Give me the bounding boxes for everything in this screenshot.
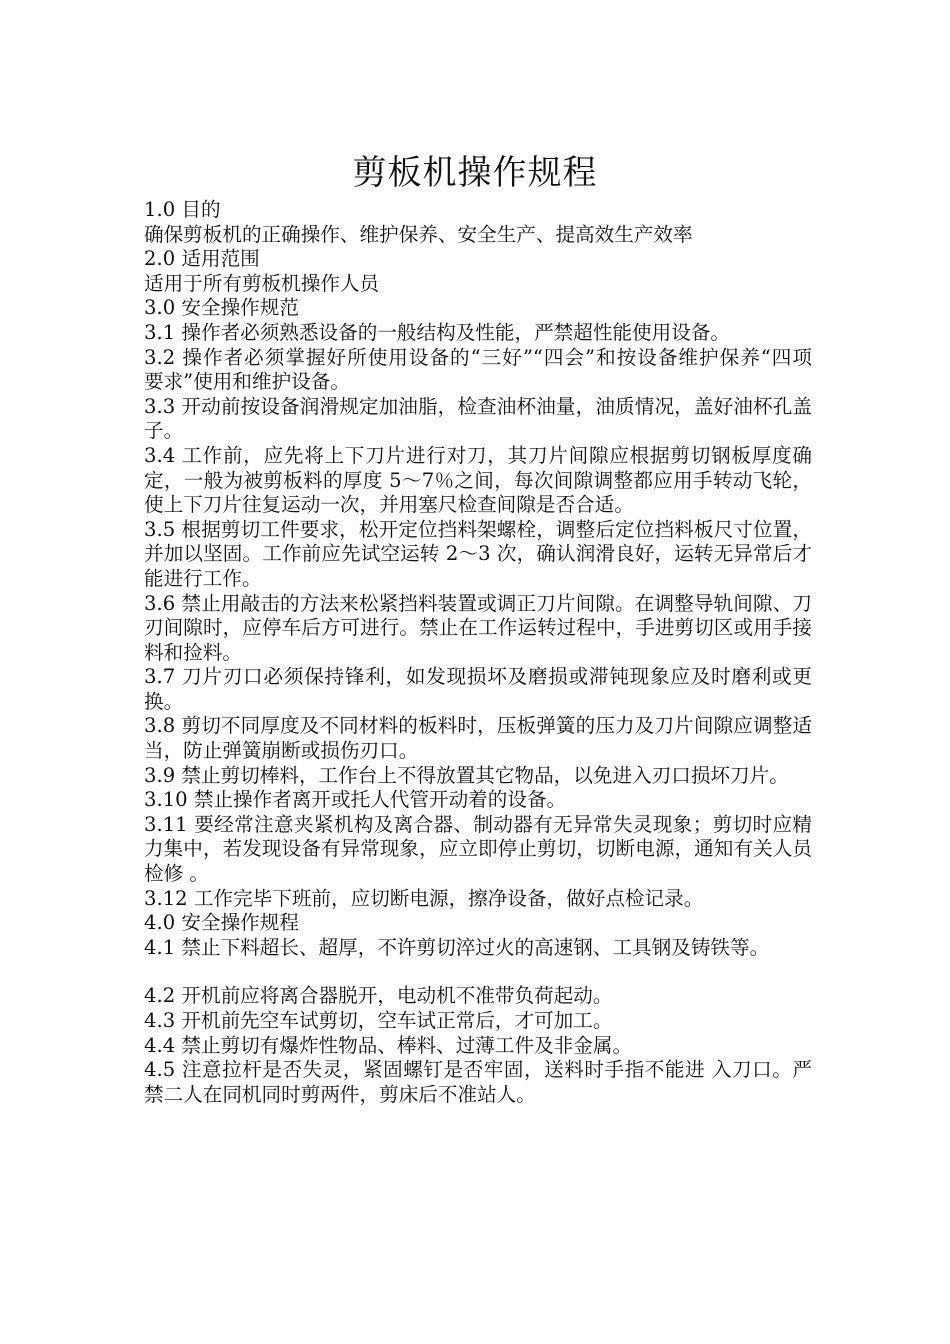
rule-4-1: 4.1 禁止下料超长、超厚，不许剪切淬过火的高速钢、工具钢及铸铁等。: [144, 935, 770, 959]
rule-3-7: 3.7 刀片刃口必须保持锋利，如发现损坏及磨损或滞钝现象应及时磨利或更换。: [144, 665, 812, 713]
paragraph-scope: 适用于所有剪板机操作人员: [144, 271, 380, 295]
rule-3-6: 3.6 禁止用敲击的方法来松紧挡料装置或调正刀片间隙。在调整导轨间隙、刀刃间隙时，应停车后方可进行。禁止在工作运转过程中，手进剪切区或用手接料和捡料。: [144, 591, 812, 664]
rule-3-4: 3.4 工作前，应先将上下刀片进行对刀，其刀片间隙应根据剪切钢板厚度确定，一般为被剪板料的厚度 5～7％之间，每次间隙调整都应用手转动飞轮，使上下刀片往复运动一次，并用塞尺检查间隙是否合适。: [144, 443, 812, 517]
rule-4-2: 4.2 开机前应将离合器脱开，电动机不准带负荷起动。: [144, 984, 613, 1008]
rule-3-8: 3.8 剪切不同厚度及不同材料的板料时，压板弹簧的压力及刀片间隙应调整适当，防止弹簧崩断或损伤刃口。: [144, 714, 812, 763]
paragraph-purpose: 确保剪板机的正确操作、维护保养、安全生产、提高效生产效率: [144, 222, 693, 246]
rule-3-1: 3.1 操作者必须熟悉设备的一般结构及性能，严禁超性能使用设备。: [144, 320, 731, 344]
section-heading-safety-norms: 3.0 安全操作规范: [144, 296, 299, 320]
rule-3-5: 3.5 根据剪切工件要求，松开定位挡料架螺栓，调整后定位挡料板尺寸位置，并加以坚固。工作前应先试空运转 2～3 次，确认润滑良好，运转无异常后才能进行工作。: [144, 517, 812, 590]
section-heading-safety-procedures: 4.0 安全操作规程: [144, 911, 299, 935]
rule-4-3: 4.3 开机前先空车试剪切，空车试正常后，才可加工。: [144, 1009, 613, 1032]
rule-3-2: 3.2 操作者必须掌握好所使用设备的“三好”“四会”和按设备维护保养“四项 要求”使用和维护设备。: [144, 345, 832, 394]
rule-4-4: 4.4 禁止剪切有爆炸性物品、棒料、过薄工件及非金属。: [144, 1033, 633, 1057]
rule-3-10: 3.10 禁止操作者离开或托人代管开动着的设备。: [144, 788, 567, 812]
rule-3-12: 3.12 工作完毕下班前，应切断电源，擦净设备，做好点检记录。: [144, 886, 704, 910]
document-title: 剪板机操作规程: [352, 153, 598, 193]
rule-3-9: 3.9 禁止剪切棒料，工作台上不得放置其它物品，以免进入刃口损坏刀片。: [144, 763, 789, 787]
rule-4-5: 4.5 注意拉杆是否失灵，紧固螺钉是否牢固，送料时手指不能进 入刀口。严禁二人在同机同时剪两件，剪床后不准站人。: [144, 1058, 812, 1106]
section-heading-purpose: 1.0 目的: [144, 198, 221, 221]
rule-3-11: 3.11 要经常注意夹紧机构及离合器、制动器有无异常失灵现象；剪切时应精力集中，若发现设备有异常现象，应立即停止剪切，切断电源，通知有关人员检修 。: [144, 812, 812, 886]
document-body: [144, 198, 832, 1107]
rule-3-3: 3.3 开动前按设备润滑规定加油脂，检查油杯油量，油质情况，盖好油杯孔盖子。: [144, 394, 812, 443]
section-heading-scope: 2.0 适用范围: [144, 247, 260, 271]
